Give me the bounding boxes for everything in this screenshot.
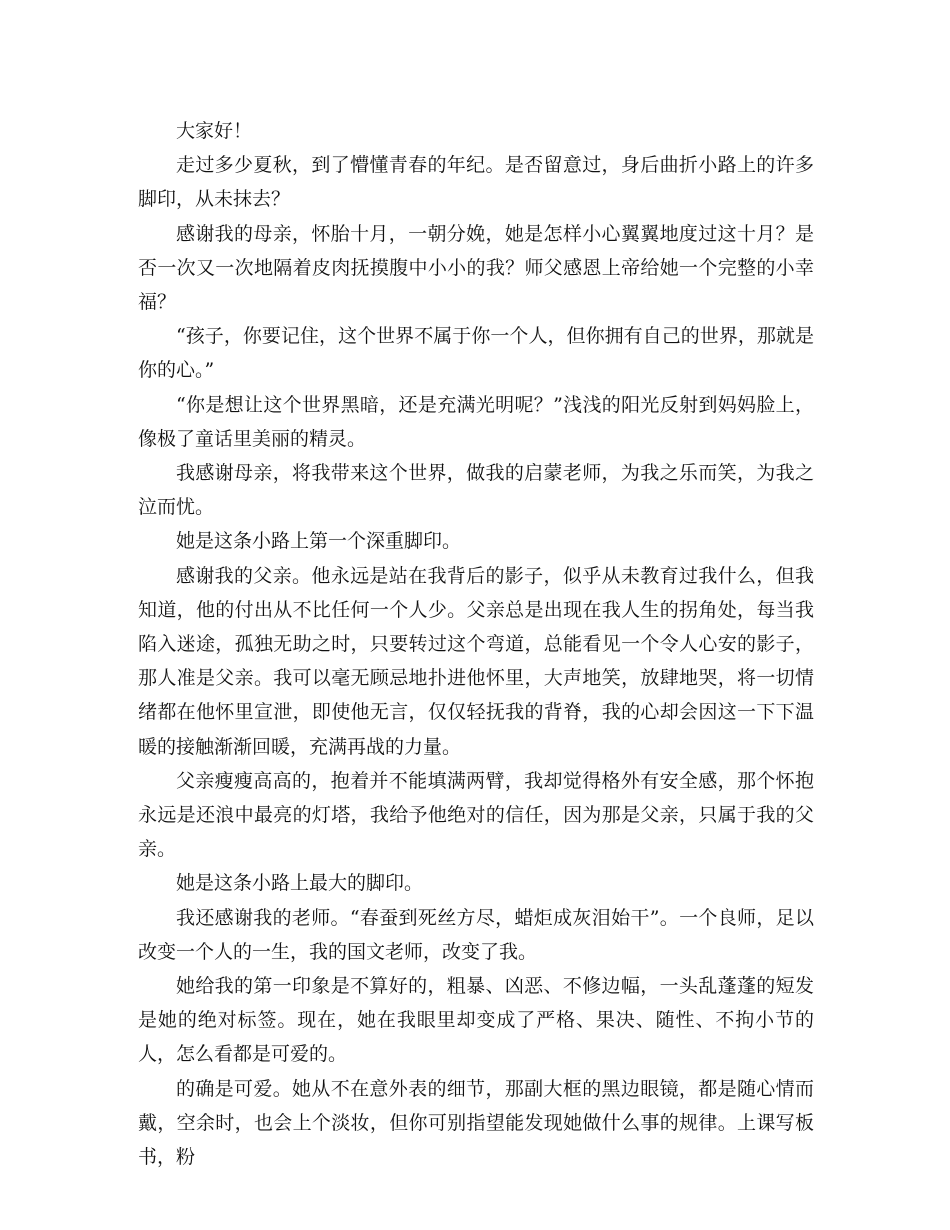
paragraph-father-embrace: 父亲瘦瘦高高的，抱着并不能填满两臂，我却觉得格外有安全感，那个怀抱永远是还浪中最亮的灯塔，我给予他绝对的信任，因为那是父亲，只属于我的父亲。 [138, 769, 814, 861]
paragraph-mother-summary: 我感谢母亲，将我带来这个世界，做我的启蒙老师，为我之乐而笑，为我之泣而忧。 [138, 462, 814, 519]
paragraph-teacher-impression: 她给我的第一印象是不算好的，粗暴、凶恶、不修边幅，一头乱蓬蓬的短发是她的绝对标签。现在，她在我眼里却变成了严格、果决、随性、不拘小节的人，怎么看都是可爱的。 [138, 975, 814, 1066]
paragraph-mother-quote-2: “你是想让这个世界黑暗，还是充满光明呢？”浅浅的阳光反射到妈妈脸上，像极了童话里美丽的精灵。 [138, 393, 814, 450]
paragraph-biggest-footprint: 她是这条小路上最大的脚印。 [176, 872, 424, 895]
document-body [138, 114, 814, 1174]
paragraph-teacher-thanks: 我还感谢我的老师。“春蚕到死丝方尽，蜡炬成灰泪始干”。一个良师，足以改变一个人的一生，我的国文老师，改变了我。 [138, 906, 814, 963]
paragraph-mother-thanks: 感谢我的母亲，怀胎十月，一朝分娩，她是怎样小心翼翼地度过这十月？是否一次又一次地隔着皮肉抚摸腹中小小的我？师父感恩上帝给她一个完整的小幸福？ [138, 222, 814, 314]
paragraph-greeting: 大家好！ [176, 120, 253, 142]
paragraph-father-thanks: 感谢我的父亲。他永远是站在我背后的影子，似乎从未教育过我什么，但我知道，他的付出从不比任何一个人少。父亲总是出现在我人生的拐角处，每当我陷入迷途，孤独无助之时，只要转过这个弯道，总能看见一个令人心安的影子，那人准是父亲。我可以毫无顾忌地扑进他怀里，大声地笑，放肆地哭，将一切情绪都在他怀里宣泄，即使他无言，仅仅轻抚我的背脊，我的心却会因这一下下温暖的接触渐渐回暖，充满再战的力量。 [138, 564, 814, 758]
paragraph-intro: 走过多少夏秋，到了懵懂青春的年纪。是否留意过，身后曲折小路上的许多脚印，从未抹去？ [138, 154, 814, 211]
paragraph-mother-quote-1: “孩子，你要记住，这个世界不属于你一个人，但你拥有自己的世界，那就是你的心。” [138, 325, 814, 382]
paragraph-first-footprint: 她是这条小路上第一个深重脚印。 [176, 530, 462, 553]
paragraph-teacher-cute: 的确是可爱。她从不在意外表的细节，那副大框的黑边眼镜，都是随心情而戴，空余时，也会上个淡妆，但你可别指望能发现她做什么事的规律。上课写板书，粉 [138, 1077, 814, 1169]
